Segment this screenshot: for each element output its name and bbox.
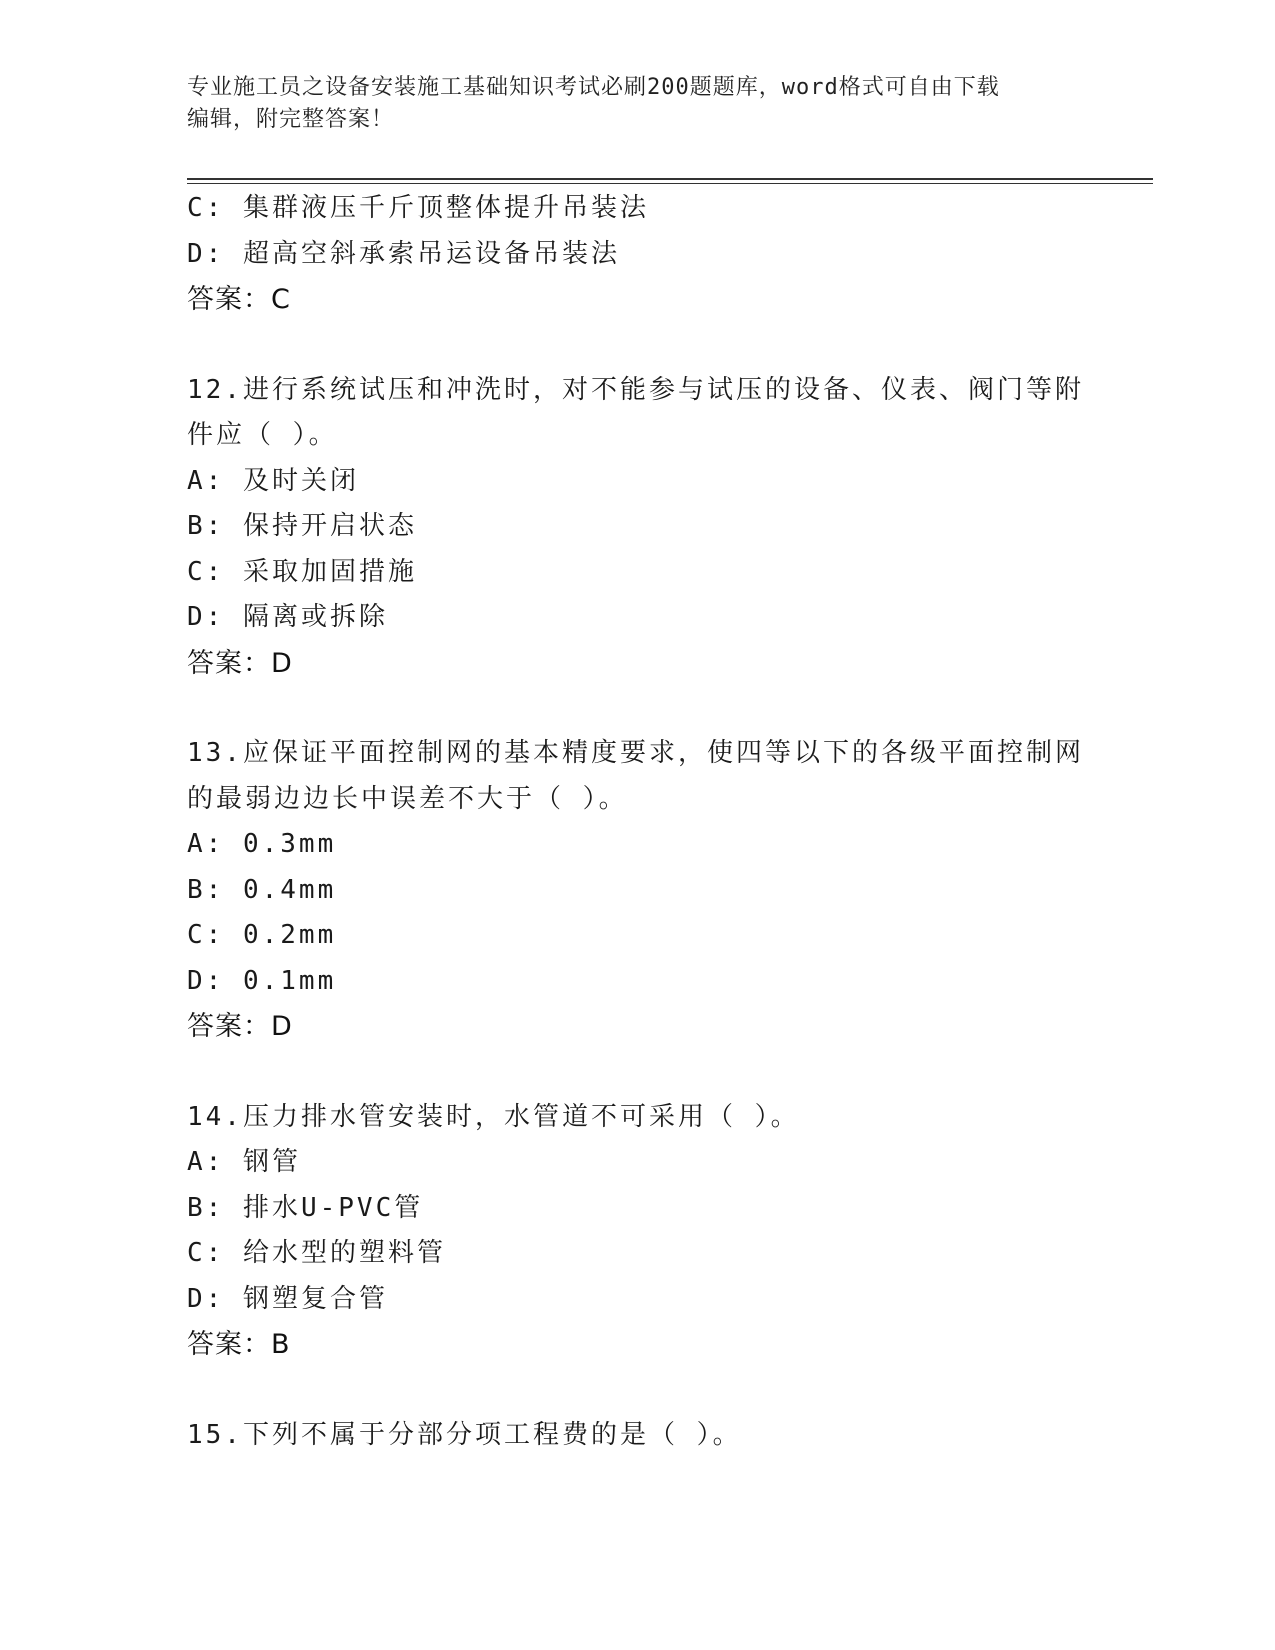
option-letter: B: <box>187 511 225 541</box>
answer-value: D <box>271 647 293 679</box>
option-text: 0.4mm <box>242 874 337 905</box>
option-text: 集群液压千斤顶整体提升吊装法 <box>242 193 649 223</box>
spacer <box>187 686 1087 731</box>
option-text: 钢塑复合管 <box>242 1283 388 1314</box>
option-c <box>187 186 1087 232</box>
option-letter: B: <box>187 874 225 905</box>
option-text: 0.2mm <box>242 920 337 950</box>
answer-line <box>187 1322 1087 1368</box>
option-text: 采取加固措施 <box>242 556 417 587</box>
question-stem-line-1: 14.压力排水管安装时，水管道不可采用（ ）。 <box>187 1101 800 1132</box>
answer-label: 答案： <box>187 647 271 679</box>
option-text: 超高空斜承索吊运设备吊装法 <box>242 238 620 269</box>
option-letter: C: <box>187 556 225 587</box>
option-b <box>187 504 1087 550</box>
header-divider-thin <box>187 183 1153 184</box>
document-header <box>187 72 1087 136</box>
option-b <box>187 1186 1087 1232</box>
question-15 <box>187 1413 1087 1459</box>
answer-line <box>187 641 1087 687</box>
option-letter: C: <box>187 193 225 223</box>
option-d <box>187 959 1087 1005</box>
header-line-1: 专业施工员之设备安装施工基础知识考试必刷200题题库，word格式可自由下载 <box>187 75 1000 100</box>
question-list <box>187 186 1087 1458</box>
option-text: 保持开启状态 <box>242 511 417 541</box>
spacer <box>187 1050 1087 1095</box>
option-a <box>187 459 1087 505</box>
spacer <box>187 1368 1087 1413</box>
question-stem-line-1: 13.应保证平面控制网的基本精度要求，使四等以下的各级平面控制网 <box>187 738 1084 768</box>
question-13 <box>187 731 1087 1050</box>
answer-line <box>187 277 1087 323</box>
option-b <box>187 868 1087 914</box>
question-stem-line-1: 15.下列不属于分部分项工程费的是（ ）。 <box>187 1419 742 1450</box>
option-d <box>187 595 1087 641</box>
answer-value: B <box>271 1329 291 1360</box>
option-d <box>187 1277 1087 1323</box>
option-letter: D: <box>187 965 225 996</box>
option-text: 0.3mm <box>242 829 337 859</box>
question-12 <box>187 368 1087 687</box>
option-text: 钢管 <box>242 1147 301 1177</box>
option-letter: D: <box>187 602 225 632</box>
option-letter: D: <box>187 238 225 269</box>
answer-label: 答案： <box>187 1329 271 1360</box>
option-text: 0.1mm <box>242 965 337 996</box>
answer-value: C <box>271 284 291 315</box>
question-stem-line-2: 的最弱边边长中误差不大于（ ）。 <box>187 783 628 814</box>
option-text: 及时关闭 <box>242 465 359 496</box>
spacer <box>187 323 1087 368</box>
option-letter: C: <box>187 1238 225 1268</box>
option-d <box>187 232 1087 278</box>
question-14 <box>187 1095 1087 1368</box>
answer-value: D <box>271 1011 293 1042</box>
option-letter: C: <box>187 920 225 950</box>
option-letter: D: <box>187 1283 225 1314</box>
question-stem-line-1: 12.进行系统试压和冲洗时，对不能参与试压的设备、仪表、阀门等附 <box>187 374 1084 405</box>
option-c <box>187 550 1087 596</box>
option-letter: B: <box>187 1192 225 1223</box>
option-letter: A: <box>187 829 225 859</box>
question-11-tail <box>187 186 1087 323</box>
answer-line <box>187 1004 1087 1050</box>
option-text: 给水型的塑料管 <box>242 1238 446 1268</box>
question-stem-line-2: 件应（ ）。 <box>187 420 338 450</box>
answer-label: 答案： <box>187 284 271 315</box>
header-divider-thick <box>187 178 1153 180</box>
answer-label: 答案： <box>187 1011 271 1042</box>
option-c <box>187 913 1087 959</box>
option-a <box>187 822 1087 868</box>
option-text: 排水U-PVC管 <box>242 1192 424 1223</box>
option-a <box>187 1140 1087 1186</box>
option-text: 隔离或拆除 <box>242 602 388 632</box>
option-c <box>187 1231 1087 1277</box>
option-letter: A: <box>187 1147 225 1177</box>
option-letter: A: <box>187 465 225 496</box>
header-line-2: 编辑，附完整答案！ <box>187 107 395 132</box>
